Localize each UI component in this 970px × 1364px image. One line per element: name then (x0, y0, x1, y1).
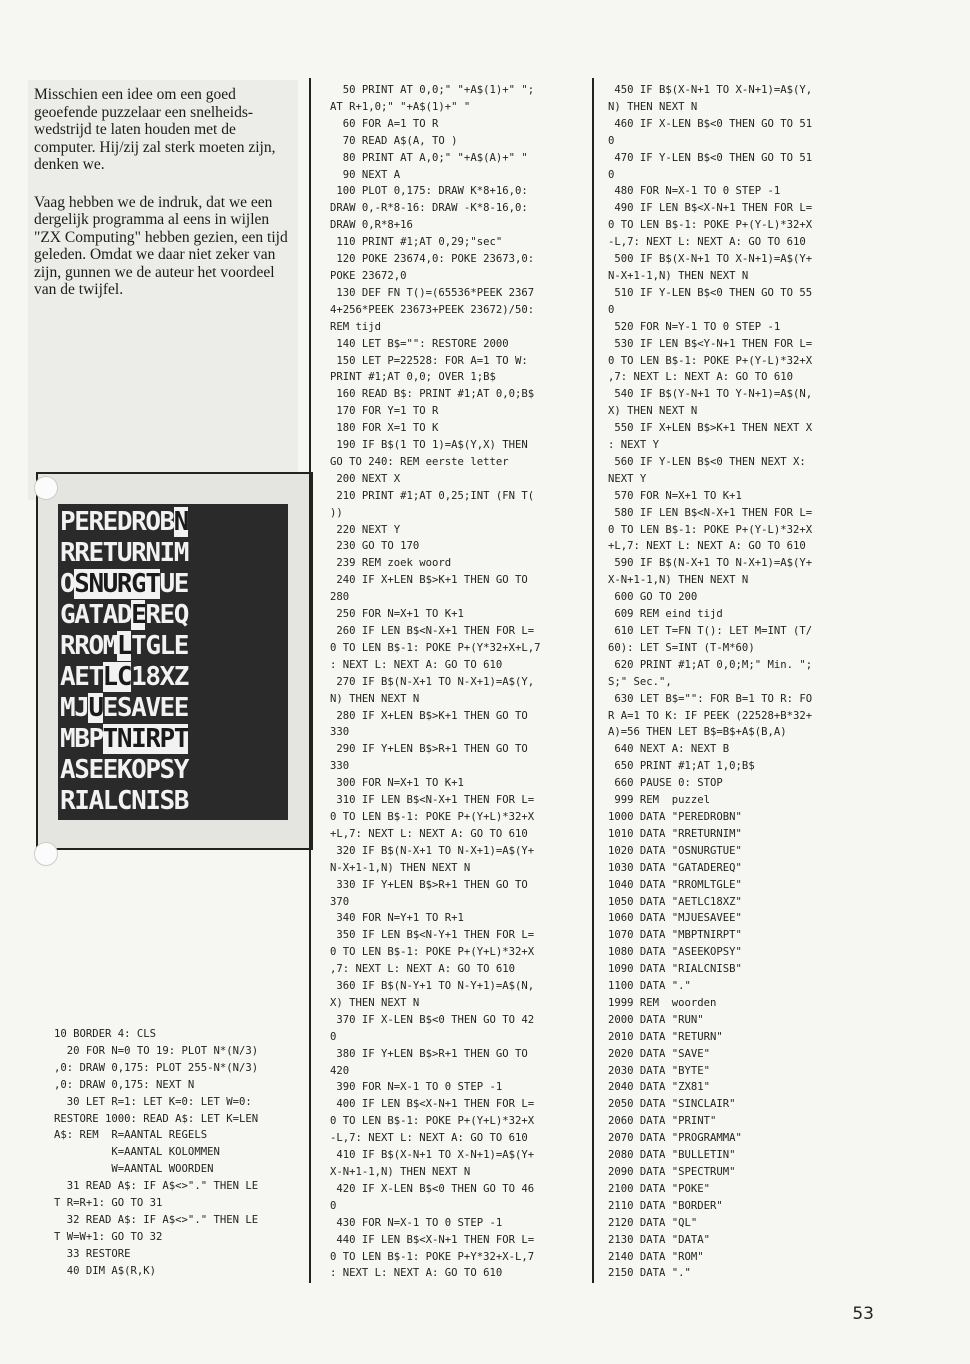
grid-row: MJUESAVEE (60, 693, 188, 723)
letter-grid (58, 504, 288, 820)
grid-row: RROMLTGLE (60, 631, 188, 661)
column-divider (592, 78, 594, 1283)
column-divider (309, 78, 311, 1283)
grid-row: GATADEREQ (60, 600, 188, 630)
intro-paragraph-1: Misschien een idee om een goed geoefende puzzelaar een snelheids- wedstrijd te laten houden met de computer. Hij/zij zal sterk moeten zijn, denken we. (34, 86, 276, 173)
grid-row: AETLC18XZ (60, 662, 188, 692)
intro-paragraph-2: Vaag hebben we de indruk, dat we een dergelijk programma al eens in wijlen "ZX Computing" hebben gezien, een tijd geleden. Omdat we daar niet zeker van zijn, gunnen we de auteur het voordeel van de twijfel. (34, 193, 288, 298)
grid-row: PEREDROBN (60, 507, 188, 537)
intro-box (28, 80, 298, 500)
grid-row: OSNURGTUE (60, 569, 188, 599)
grid-row: MBPTNIRPT (60, 724, 188, 754)
grid-row: ASEEKOPSY (60, 755, 188, 785)
punch-hole-icon (34, 842, 58, 866)
code-listing-3: 450 IF B$(X-N+1 TO X-N+1)=A$(Y, N) THEN NEXT N 460 IF X-LEN B$<0 THEN GO TO 51 0 470 IF Y-LEN B$<0 THEN GO TO 51 0 480 FOR N=X-1 TO 0 STEP -1 490 IF LEN B$<X-N+1 THEN FOR L= 0 TO LEN B$-1: POKE P+(Y-L)*32+X -L,7: NEXT L: NEXT A: GO TO 610 500 IF B$(X-N+1 TO X-N+1)=A$(Y+ N-X+1-1,N) THEN NEXT N 510 IF Y-LEN B$<0 THEN GO TO 55 0 520 FOR N=Y-1 TO 0 STEP -1 530 IF LEN B$<Y-N+1 THEN FOR L= 0 TO LEN B$-1: POKE P+(Y-L)*32+X ,7: NEXT L: NEXT A: GO TO 610 540 IF B$(Y-N+1 TO Y-N+1)=A$(N, X) THEN NEXT N 550 IF X+LEN B$>K+1 THEN NEXT X : NEXT Y 560 IF Y-LEN B$<0 THEN NEXT X: NEXT Y 570 FOR N=X+1 TO K+1 580 IF LEN B$<N-X+1 THEN FOR L= 0 TO LEN B$-1: POKE P+(Y-L)*32+X +L,7: NEXT L: NEXT A: GO TO 610 590 IF B$(N-X+1 TO N-X+1)=A$(Y+ X-N+1-1,N) THEN NEXT N 600 GO TO 200 609 REM eind tijd 610 LET T=FN T(): LET M=INT (T/ 60): LET S=INT (T-M*60) 620 PRINT #1;AT 0,0;M;" Min. "; S;" Sec.", 630 LET B$="": FOR B=1 TO R: FO R A=1 TO K: IF PEEK (22528+B*32+ A)=56 THEN LET B$=B$+A$(B,A) 640 NEXT A: NEXT B 650 PRINT #1;AT 1,0;B$ 660 PAUSE 0: STOP 999 REM puzzel 1000 DATA "PEREDROBN" 1010 DATA "RRETURNIM" 1020 DATA "OSNURGTUE" 1030 DATA "GATADEREQ" 1040 DATA "RROMLTGLE" 1050 DATA "AETLC18XZ" 1060 DATA "MJUESAVEE" 1070 DATA "MBPTNIRPT" 1080 DATA "ASEEKOPSY" 1090 DATA "RIALCNISB" 1100 DATA "." 1999 REM woorden 2000 DATA "RUN" 2010 DATA "RETURN" 2020 DATA "SAVE" 2030 DATA "BYTE" 2040 DATA "ZX81" 2050 DATA "SINCLAIR" 2060 DATA "PRINT" 2070 DATA "PROGRAMMA" 2080 DATA "BULLETIN" 2090 DATA "SPECTRUM" 2100 DATA "POKE" 2110 DATA "BORDER" 2120 DATA "QL" 2130 DATA "DATA" 2140 DATA "ROM" 2150 DATA "." (608, 84, 813, 1280)
grid-row: RIALCNISB (60, 786, 188, 816)
punch-hole-icon (34, 476, 58, 500)
puzzle-screenshot (36, 472, 313, 850)
page-number: 53 (852, 1304, 874, 1324)
grid-row: RRETURNIM (60, 538, 188, 568)
code-listing-2: 50 PRINT AT 0,0;" "+A$(1)+" "; AT R+1,0;" "+A$(1)+" " 60 FOR A=1 TO R 70 READ A$(A, TO ) 80 PRINT AT A,0;" "+A$(A)+" " 90 NEXT A 100 PLOT 0,175: DRAW K*8+16,0: DRAW 0,-R*8-16: DRAW -K*8-16,0: DRAW 0,R*8+16 110 PRINT #1;AT 0,29;"sec" 120 POKE 23674,0: POKE 23673,0: POKE 23672,0 130 DEF FN T()=(65536*PEEK 2367 4+256*PEEK 23673+PEEK 23672)/50: REM tijd 140 LET B$="": RESTORE 2000 150 LET P=22528: FOR A=1 TO W: PRINT #1;AT 0,0; OVER 1;B$ 160 READ B$: PRINT #1;AT 0,0;B$ 170 FOR Y=1 TO R 180 FOR X=1 TO K 190 IF B$(1 TO 1)=A$(Y,X) THEN GO TO 240: REM eerste letter 200 NEXT X 210 PRINT #1;AT 0,25;INT (FN T( )) 220 NEXT Y 230 GO TO 170 239 REM zoek woord 240 IF X+LEN B$>K+1 THEN GO TO 280 250 FOR N=X+1 TO K+1 260 IF LEN B$<N-X+1 THEN FOR L= 0 TO LEN B$-1: POKE P+(Y*32+X+L,7 : NEXT L: NEXT A: GO TO 610 270 IF B$(N-X+1 TO N-X+1)=A$(Y, N) THEN NEXT N 280 IF X+LEN B$>K+1 THEN GO TO 330 290 IF Y+LEN B$>R+1 THEN GO TO 330 300 FOR N=X+1 TO K+1 310 IF LEN B$<N-X+1 THEN FOR L= 0 TO LEN B$-1: POKE P+(Y+L)*32+X +L,7: NEXT L: NEXT A: GO TO 610 320 IF B$(N-X+1 TO N-X+1)=A$(Y+ N-X+1-1,N) THEN NEXT N 330 IF Y+LEN B$>R+1 THEN GO TO 370 340 FOR N=Y+1 TO R+1 350 IF LEN B$<N-Y+1 THEN FOR L= 0 TO LEN B$-1: POKE P+(Y+L)*32+X ,7: NEXT L: NEXT A: GO TO 610 360 IF B$(N-Y+1 TO N-Y+1)=A$(N, X) THEN NEXT N 370 IF X-LEN B$<0 THEN GO TO 42 0 380 IF Y+LEN B$>R+1 THEN GO TO 420 390 FOR N=X-1 TO 0 STEP -1 400 IF LEN B$<X-N+1 THEN FOR L= 0 TO LEN B$-1: POKE P+(Y+L)*32+X -L,7: NEXT L: NEXT A: GO TO 610 410 IF B$(X-N+1 TO X-N+1)=A$(Y+ X-N+1-1,N) THEN NEXT N 420 IF X-LEN B$<0 THEN GO TO 46 0 430 FOR N=X-1 TO 0 STEP -1 440 IF LEN B$<X-N+1 THEN FOR L= 0 TO LEN B$-1: POKE P+Y*32+X-L,7 : NEXT L: NEXT A: GO TO 610 (330, 84, 541, 1280)
code-listing-1: 10 BORDER 4: CLS 20 FOR N=0 TO 19: PLOT N*(N/3) ,0: DRAW 0,175: PLOT 255-N*(N/3) ,0: DRAW 0,175: NEXT N 30 LET R=1: LET K=0: LET W=0: RESTORE 1000: READ A$: LET K=LEN A$: REM R=AANTAL REGELS K=AANTAL KOLOMMEN W=AANTAL WOORDEN 31 READ A$: IF A$<>"." THEN LE T R=R+1: GO TO 31 32 READ A$: IF A$<>"." THEN LE T W=W+1: GO TO 32 33 RESTORE 40 DIM A$(R,K) (54, 1028, 259, 1277)
